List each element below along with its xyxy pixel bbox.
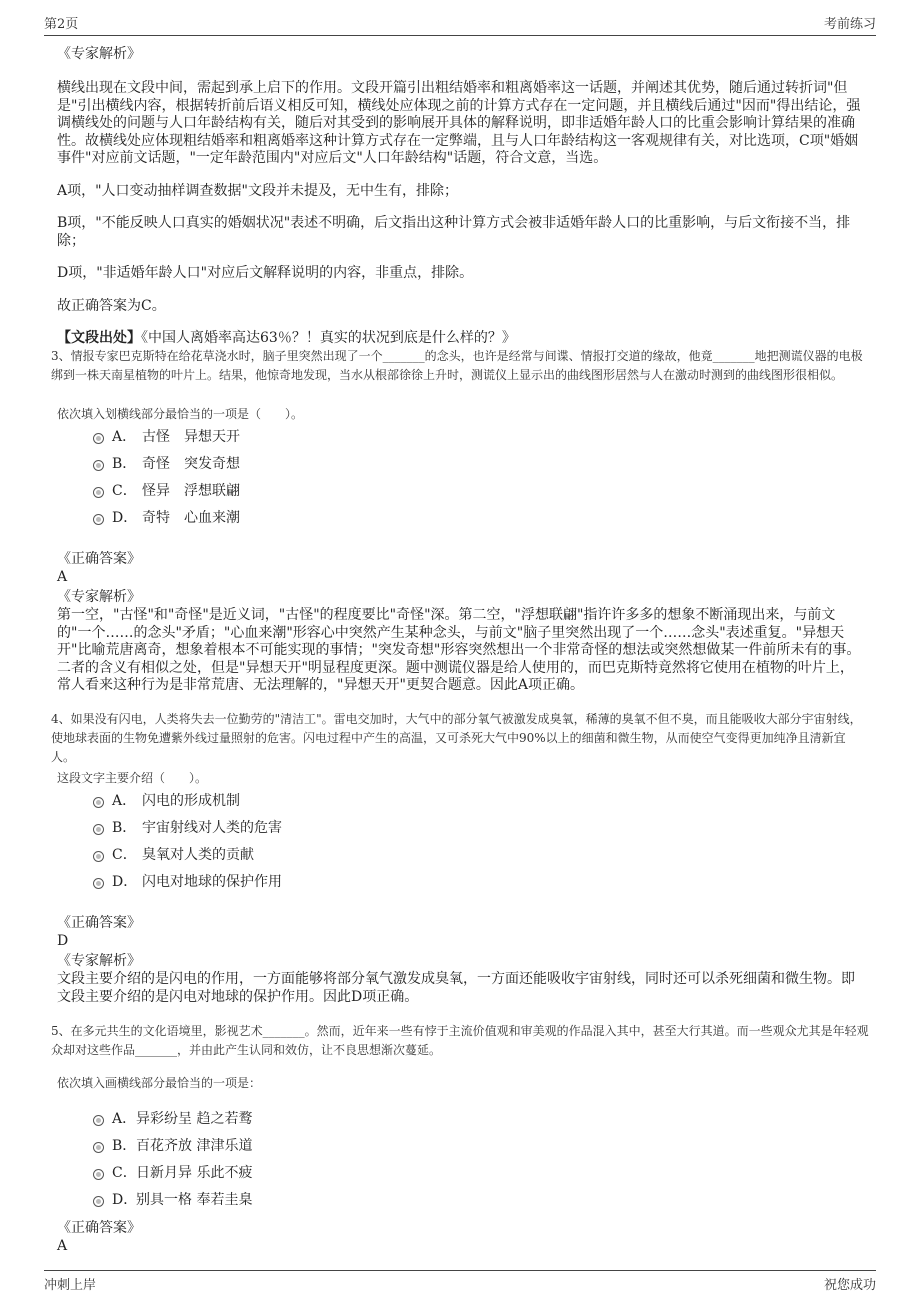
q4-answer-label: 《正确答案》 [57, 915, 141, 931]
q3-option-a[interactable]: A． 古怪 异想天开 [93, 428, 240, 446]
q5-option-b[interactable]: B．百花齐放 津津乐道 [93, 1137, 252, 1155]
radio-icon[interactable] [93, 460, 104, 471]
q3-answer-label: 《正确答案》 [57, 551, 141, 567]
radio-icon[interactable] [93, 878, 104, 889]
q3-analysis-label: 《专家解析》 [57, 589, 141, 605]
footer-left: 冲刺上岸 [44, 1278, 97, 1293]
q5-stem: 5、在多元共生的文化语境里，影视艺术_______。然而，近年来一些有悖于主流价值观和审美观的作品混入其中，甚至大行其道。而一些观众尤其是年轻观众却对这些作品_______，并由此产生认同和效仿，让不良思想渐次蔓延。 [51, 1024, 869, 1057]
q2-option-a-analysis: A项，"人口变动抽样调查数据"文段并未提及，无中生有，排除； [57, 183, 458, 199]
q4-option-c[interactable]: C． 臭氧对人类的贡献 [93, 846, 254, 864]
radio-icon[interactable] [93, 433, 104, 444]
radio-icon[interactable] [93, 797, 104, 808]
q4-option-a[interactable]: A． 闪电的形成机制 [93, 792, 240, 810]
q2-source-label: 【文段出处】 [57, 330, 141, 346]
page-number: 第2页 [44, 17, 79, 32]
q3-stem: 3、情报专家巴克斯特在给花草浇水时，脑子里突然出现了一个_______的念头，也许是经常与间谍、情报打交道的缘故，他竟_______地把测谎仪器的电极绑到一株天南星植物的叶片上。结果，他惊奇地发现，当水从根部徐徐上升时，测谎仪上显示出的曲线图形居然与人在激动时测到的曲线图形很相似。 [51, 349, 863, 382]
radio-icon[interactable] [93, 1169, 104, 1180]
q3-prompt: 依次填入划横线部分最恰当的一项是（ ）。 [57, 407, 304, 421]
page-footer [44, 1270, 876, 1293]
q2-option-b-analysis: B项，"不能反映人口真实的婚姻状况"表述不明确，后文指出这种计算方式会被非适婚年龄人口的比重影响，与后文衔接不当，排除； [57, 215, 851, 249]
q2-option-d-analysis: D项，"非适婚年龄人口"对应后文解释说明的内容，非重点，排除。 [57, 265, 474, 281]
q4-analysis-label: 《专家解析》 [57, 953, 141, 969]
q2-conclusion: 故正确答案为C。 [57, 298, 166, 314]
q3-option-d[interactable]: D． 奇特 心血来潮 [93, 509, 240, 527]
q4-analysis-text: 文段主要介绍的是闪电的作用，一方面能够将部分氧气激发成臭氧，一方面还能吸收宇宙射线，同时还可以杀死细菌和微生物。即文段主要介绍的是闪电对地球的保护作用。因此D项正确。 [57, 971, 855, 1005]
q5-option-a[interactable]: A．异彩纷呈 趋之若鹜 [93, 1110, 252, 1128]
q4-option-b[interactable]: B． 宇宙射线对人类的危害 [93, 819, 282, 837]
radio-icon[interactable] [93, 1115, 104, 1126]
q4-stem: 4、如果没有闪电，人类将失去一位勤劳的"清洁工"。雷电交加时，大气中的部分氧气被激发成臭氧，稀薄的臭氧不但不臭，而且能吸收大部分宇宙射线，使地球表面的生物免遭紫外线过量照射的危害。闪电过程中产生的高温，又可杀死大气中90%以上的细菌和微生物，从而使空气变得更加纯净且清新宜人。 [51, 712, 862, 764]
q3-option-b[interactable]: B． 奇怪 突发奇想 [93, 455, 240, 473]
header-title: 考前练习 [823, 17, 876, 32]
q3-answer: A [57, 569, 68, 585]
footer-right: 祝您成功 [823, 1278, 876, 1293]
q4-option-d[interactable]: D． 闪电对地球的保护作用 [93, 873, 282, 891]
q4-prompt: 这段文字主要介绍（ ）。 [57, 771, 208, 785]
radio-icon[interactable] [93, 1196, 104, 1207]
q2-analysis-text: 横线出现在文段中间，需起到承上启下的作用。文段开篇引出粗结婚率和粗离婚率这一话题，并阐述其优势，随后通过转折词"但是"引出横线内容，根据转折前后语义相反可知，横线处应体现之前的计算方式存在一定问题，并且横线后通过"因而"得出结论，强调横线处的问题与人口年龄结构有关，随后对其受到的影响展开具体的解释说明，即非适婚年龄人口的比重会影响计算结果的准确性。故横线处应体现粗结婚率和粗离婚率这种计算方式存在一定弊端，且与人口年龄结构这一客观规律有关，对比选项，C项"婚姻事件"对应前文话题，"一定年龄范围内"对应后文"人口年龄结构"话题，符合文意，当选。 [57, 80, 861, 166]
q5-option-c[interactable]: C．日新月异 乐此不疲 [93, 1164, 252, 1182]
radio-icon[interactable] [93, 487, 104, 498]
page-header [44, 13, 876, 36]
radio-icon[interactable] [93, 1142, 104, 1153]
q5-answer: A [57, 1238, 68, 1254]
radio-icon[interactable] [93, 514, 104, 525]
q2-source [57, 330, 867, 348]
q2-source-title: 《中国人离婚率高达63％？！真实的状况到底是什么样的？》 [141, 330, 516, 346]
q4-answer: D [57, 933, 69, 949]
q3-analysis-text: 第一空，"古怪"和"奇怪"是近义词，"古怪"的程度要比"奇怪"深。第二空，"浮想联翩"指许许多多的想象不断涌现出来，与前文的"一个……的念头"矛盾；"心血来潮"形容心中突然产生某种念头，与前文"脑子里突然出现了一个……念头"表述重复。"异想天开"比喻荒唐离奇，想象着根本不可能实现的事情；"突发奇想"形容突然想出一个非常奇怪的想法或突然想做某一件前所未有的事。二者的含义有相似之处，但是"异想天开"明显程度更深。题中测谎仪器是给人使用的，而巴克斯特竟然将它使用在植物的叶片上，常人看来这种行为是非常荒唐、无法理解的，"异想天开"更契合题意。因此A项正确。 [57, 607, 861, 693]
q2-analysis-label: 《专家解析》 [57, 46, 141, 62]
q3-option-c[interactable]: C． 怪异 浮想联翩 [93, 482, 240, 500]
q5-answer-label: 《正确答案》 [57, 1220, 141, 1236]
q5-prompt: 依次填入画横线部分最恰当的一项是： [57, 1076, 262, 1090]
radio-icon[interactable] [93, 824, 104, 835]
q5-option-d[interactable]: D．别具一格 奉若圭臬 [93, 1191, 252, 1209]
radio-icon[interactable] [93, 851, 104, 862]
